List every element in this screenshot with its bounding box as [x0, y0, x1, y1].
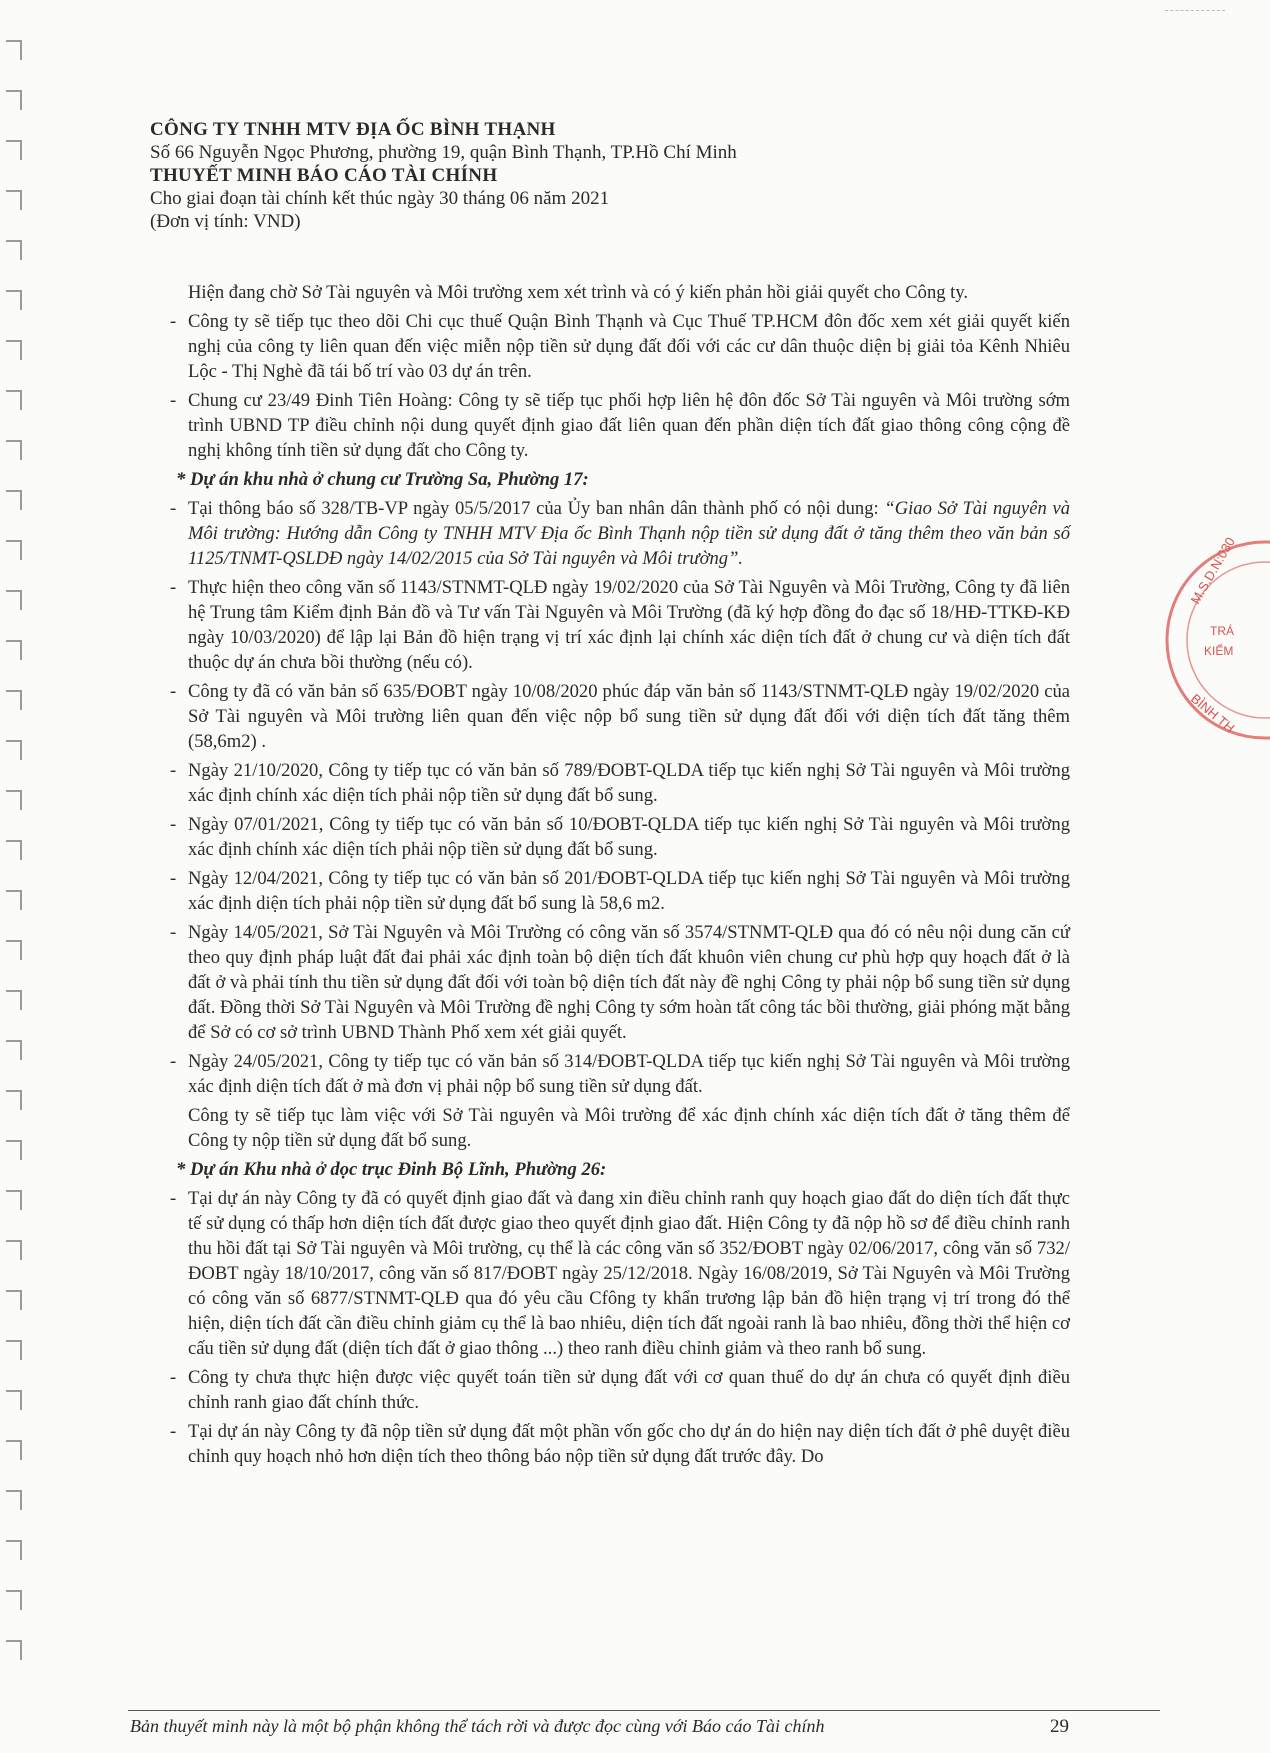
bullet-item: - Công ty chưa thực hiện được việc quyết toán tiền sử dụng đất với cơ quan thuế do dự án chưa có quyết định điều chỉnh ranh giao đất chính thức.: [170, 1367, 1070, 1413]
bullet-item: - Ngày 21/10/2020, Công ty tiếp tục có văn bản số 789/ĐOBT-QLDA tiếp tục kiến nghị Sở Tài nguyên và Môi trường xác định chính xác diện tích phải nộp tiền sử dụng đất bổ sung.: [170, 760, 1070, 806]
bullet-item: - Ngày 12/04/2021, Công ty tiếp tục có văn bản số 201/ĐOBT-QLDA tiếp tục kiến nghị Sở Tài nguyên và Môi trường xác định diện tích phải nộp tiền sử dụng đất bổ sung là 58,6 m2.: [170, 868, 1070, 914]
company-address: Số 66 Nguyễn Ngọc Phương, phường 19, quận Bình Thạnh, TP.Hồ Chí Minh: [150, 142, 737, 163]
bullet-item: - Ngày 14/05/2021, Sở Tài Nguyên và Môi Trường có công văn số 3574/STNMT-QLĐ qua đó có nêu nội dung căn cứ theo quy định pháp luật đất đai phải xác định toàn bộ diện tích đất khuôn viên chung cư phù hợp quy hoạch đất ở là đất ở và phải tính thu tiền sử dụng đất đối với toàn bộ diện tích đất này đề nghị Công ty phải nộp bổ sung tiền sử dụng đất. Đồng thời Sở Tài Nguyên và Môi Trường đề nghị Công ty sớm hoàn tất công tác bồi thường, giải phóng mặt bằng để Sở có cơ sở trình UBND Thành Phố xem xét giải quyết.: [170, 922, 1070, 1043]
svg-text:TRÁ: TRÁ: [1210, 624, 1234, 638]
bullet-item: - Ngày 07/01/2021, Công ty tiếp tục có văn bản số 10/ĐOBT-QLDA tiếp tục kiến nghị Sở Tài nguyên và Môi trường xác định chính xác diện tích phải nộp tiền sử dụng đất bổ sung.: [170, 814, 1070, 860]
scan-mark: [1165, 10, 1225, 13]
bullet-item: - Tại dự án này Công ty đã có quyết định giao đất và đang xin điều chỉnh ranh quy hoạch giao đất do diện tích đất thực tế sử dụng có thấp hơn diện tích đất được giao theo quyết định giao đất. Hiện Công ty đã nộp hồ sơ để điều chỉnh ranh thu hồi đất tại Sở Tài nguyên và Môi trường, cụ thể là các công văn số 352/ĐOBT ngày 02/06/2017, công văn số 732/ĐOBT ngày 18/10/2017, công văn số 817/ĐOBT ngày 25/12/2018. Ngày 16/08/2019, Sở Tài Nguyên và Môi Trường có công văn số 6877/STNMT-QLĐ qua đó yêu cầu Cfông ty khẩn trương lập bản đồ hiện trạng vị trí trong đó thể hiện, diện tích đất cần điều chỉnh giảm cụ thể là bao nhiêu, diện tích đất ngoài ranh là bao nhiêu, đồng thời thể hiện cơ cấu tiền sử dụng đất (diện tích đất ở giao thông ...) theo ranh điều chỉnh giảm và theo ranh bổ sung.: [170, 1188, 1070, 1359]
document-body: [162, 280, 1070, 1473]
svg-text:BÌNH TH: BÌNH TH: [1188, 690, 1238, 736]
binding-marks: [6, 20, 28, 1720]
paragraph: Công ty sẽ tiếp tục làm việc với Sở Tài nguyên và Môi trường để xác định chính xác diện tích đất ở tăng thêm để Công ty nộp tiền sử dụng đất bổ sung.: [188, 1105, 1070, 1151]
report-period: Cho giai đoạn tài chính kết thúc ngày 30 tháng 06 năm 2021: [150, 188, 610, 209]
document-header: [150, 118, 1050, 233]
section-heading: * Dự án khu nhà ở chung cư Trường Sa, Phường 17:: [176, 469, 589, 490]
paragraph: Hiện đang chờ Sở Tài nguyên và Môi trường xem xét trình và có ý kiến phản hồi giải quyết cho Công ty.: [188, 282, 969, 303]
company-name: CÔNG TY TNHH MTV ĐỊA ỐC BÌNH THẠNH: [150, 119, 556, 140]
company-seal-stamp: [1160, 535, 1270, 745]
svg-text:M.S.D.N:030: M.S.D.N:030: [1187, 534, 1238, 607]
bullet-item: - Công ty đã có văn bản số 635/ĐOBT ngày 10/08/2020 phúc đáp văn bản số 1143/STNMT-QLĐ ngày 19/02/2020 của Sở Tài nguyên và Môi trường liên quan đến việc nộp bổ sung tiền sử dụng đất đối với diện tích đất tăng thêm (58,6m2) .: [170, 681, 1070, 752]
footer-divider: [128, 1710, 1160, 1711]
currency-unit: (Đơn vị tính: VND): [150, 211, 301, 232]
bullet-item: - Ngày 24/05/2021, Công ty tiếp tục có văn bản số 314/ĐOBT-QLDA tiếp tục kiến nghị Sở Tài nguyên và Môi trường xác định diện tích đất ở mà đơn vị phải nộp bổ sung tiền sử dụng đất.: [170, 1051, 1070, 1097]
bullet-item: - Tại dự án này Công ty đã nộp tiền sử dụng đất một phần vốn gốc cho dự án do hiện nay diện tích đất ở phê duyệt điều chỉnh quy hoạch nhỏ hơn diện tích theo thông báo nộp tiền sử dụng đất trước đây. Do: [170, 1421, 1070, 1467]
bullet-item: - Tại thông báo số 328/TB-VP ngày 05/5/2017 của Ủy ban nhân dân thành phố có nội dung: “Giao Sở Tài nguyên và Môi trường: Hướng dẫn Công ty TNHH MTV Địa ốc Bình Thạnh nộp tiền sử dụng đất ở tăng thêm theo văn bản số 1125/TNMT-QSLDĐ ngày 14/02/2015 của Sở Tài nguyên và Môi trường”.: [170, 498, 1070, 569]
page-number: 29: [1050, 1716, 1069, 1737]
bullet-item: - Chung cư 23/49 Đinh Tiên Hoàng: Công ty sẽ tiếp tục phối hợp liên hệ đôn đốc Sở Tài nguyên và Môi trường sớm trình UBND TP điều chỉnh nội dung quyết định giao đất liên quan đến phần diện tích đất giao thông công cộng đề nghị không tính tiền sử dụng đất cho Công ty.: [170, 390, 1070, 461]
report-title: THUYẾT MINH BÁO CÁO TÀI CHÍNH: [150, 165, 498, 186]
bullet-item: - Thực hiện theo công văn số 1143/STNMT-QLĐ ngày 19/02/2020 của Sở Tài Nguyên và Môi Trường, Công ty đã liên hệ Trung tâm Kiểm định Bản đồ và Tư vấn Tài Nguyên và Môi Trường (đã ký hợp đồng đo đạc số 18/HĐ-TTKĐ-KĐ ngày 10/03/2020) để lập lại Bản đồ hiện trạng vị trí xác định lại chính xác diện tích đất ở chung cư và diện tích đất thuộc dự án chưa bồi thường (nếu có).: [170, 577, 1070, 673]
section-heading: * Dự án Khu nhà ở dọc trục Đinh Bộ Lĩnh, Phường 26:: [176, 1159, 607, 1180]
bullet-item: - Công ty sẽ tiếp tục theo dõi Chi cục thuế Quận Bình Thạnh và Cục Thuế TP.HCM đôn đốc xem xét giải quyết kiến nghị của công ty liên quan đến việc miễn nộp tiền sử dụng đất đối với các cư dân thuộc diện bị giải tỏa Kênh Nhiêu Lộc - Thị Nghè đã tái bố trí vào 03 dự án trên.: [170, 311, 1070, 382]
footer-note: Bản thuyết minh này là một bộ phận không thể tách rời và được đọc cùng với Báo cáo Tài chính: [130, 1716, 825, 1736]
svg-text:KIỂM: KIỂM: [1204, 644, 1234, 658]
